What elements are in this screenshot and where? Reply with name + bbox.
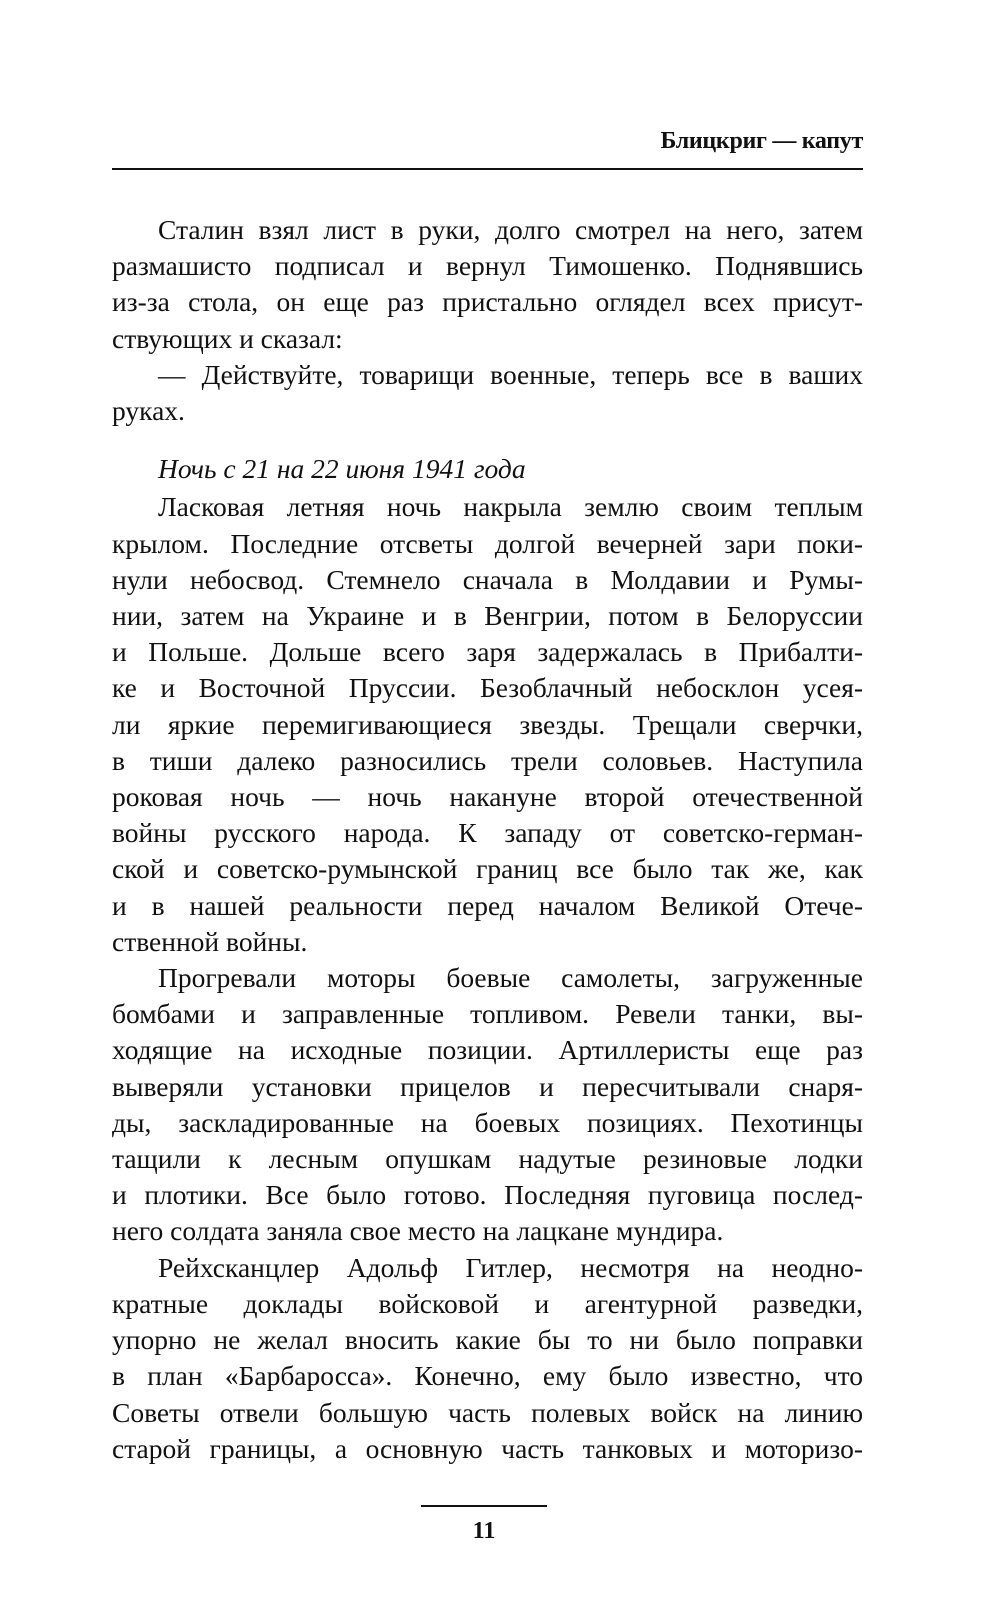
- text-line: него солдата заняла свое место на лацкане мундира.: [112, 1215, 724, 1247]
- text-line: крылом. Последние отсветы долгой вечерней зари поки-: [112, 527, 863, 559]
- text-line: бомбами и заправленные топливом. Ревели танки, вы-: [112, 998, 863, 1030]
- text-line: Рейхсканцлер Адольф Гитлер, несмотря на неодно-: [158, 1251, 863, 1283]
- text-line: ли яркие перемигивающиеся звезды. Трещали сверчки,: [112, 708, 863, 740]
- text-line: и плотики. Все было готово. Последняя пуговица послед-: [112, 1179, 863, 1211]
- text-line: размашисто подписал и вернул Тимошенко. Поднявшись: [112, 250, 863, 282]
- text-line: Ласковая летняя ночь накрыла землю своим теплым: [158, 491, 863, 523]
- text-line: ствующих и сказал:: [112, 322, 343, 354]
- text-line: Сталин взял лист в руки, долго смотрел на него, затем: [158, 214, 863, 245]
- text-line: Прогревали моторы боевые самолеты, загруженные: [158, 962, 863, 994]
- text-line: роковая ночь — ночь накануне второй отечественной: [112, 781, 863, 813]
- text-line: ственной войны.: [112, 925, 308, 957]
- text-line: в тиши далеко разносились трели соловьев. Наступила: [112, 744, 863, 776]
- text-line: Советы отвели большую часть полевых войск на линию: [112, 1396, 863, 1428]
- text-line: из-за стола, он еще раз пристально оглядел всех присут-: [112, 286, 863, 318]
- text-line: в план «Барбаросса». Конечно, ему было известно, что: [112, 1360, 863, 1392]
- header-divider: [112, 168, 863, 170]
- text-line: старой границы, а основную часть танковых и моторизо-: [112, 1432, 863, 1464]
- text-line: и Польше. Дольше всего заря задержалась в Прибалти-: [112, 636, 863, 668]
- paragraph: [112, 357, 863, 429]
- text-line: ской и советско-румынской границ все было так же, как: [112, 853, 863, 885]
- text-line: ды, заскладированные на боевых позициях. Пехотинцы: [112, 1106, 863, 1138]
- text-line: руках.: [112, 395, 185, 427]
- footer-divider: [421, 1505, 547, 1507]
- text-line: кратные доклады войсковой и агентурной разведки,: [112, 1287, 863, 1319]
- paragraph: [112, 1250, 863, 1467]
- running-header-title: Блицкриг — капут: [660, 128, 863, 154]
- paragraph: [112, 960, 863, 1250]
- page-body: [112, 212, 863, 1467]
- section-heading: Ночь с 21 на 22 июня 1941 года: [158, 453, 526, 485]
- text-line: выверяли установки прицелов и пересчитывали снаря-: [112, 1070, 863, 1102]
- text-line: упорно не желал вносить какие бы то ни было поправки: [112, 1324, 863, 1356]
- text-line: ке и Восточной Пруссии. Безоблачный небосклон усея-: [112, 672, 863, 704]
- text-line: нули небосвод. Стемнело сначала в Молдавии и Румы-: [112, 563, 863, 595]
- text-line: — Действуйте, товарищи военные, теперь все в ваших: [158, 358, 863, 390]
- text-line: и в нашей реальности перед началом Великой Отече-: [112, 889, 863, 921]
- paragraph: [112, 212, 863, 357]
- text-line: тащили к лесным опушкам надутые резиновые лодки: [112, 1143, 863, 1175]
- paragraph: [112, 489, 863, 960]
- page-number: 11: [472, 1518, 496, 1544]
- text-line: ходящие на исходные позиции. Артиллеристы еще раз: [112, 1034, 863, 1066]
- text-line: войны русского народа. К западу от советско-герман-: [112, 817, 863, 849]
- text-line: нии, затем на Украине и в Венгрии, потом в Белоруссии: [112, 600, 863, 632]
